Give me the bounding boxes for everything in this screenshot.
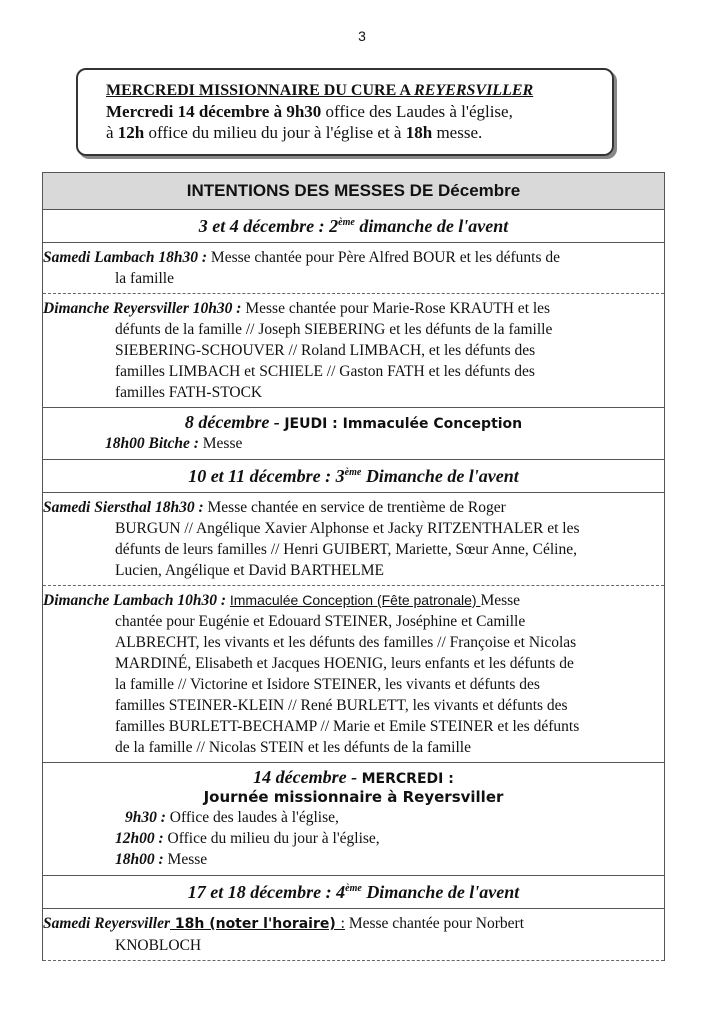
notice-title: MERCREDI MISSIONNAIRE DU CURE A REYERSVILLER — [106, 82, 534, 99]
mass-intentions-table — [42, 172, 665, 961]
page-number: 3 — [358, 28, 366, 44]
section-week-2: 10 et 11 décembre : 3ème Dimanche de l'avent — [43, 460, 664, 493]
notice-line-3: à 12h office du milieu du jour à l'église et à 18h messe. — [106, 123, 483, 142]
section-mercredi-14: 14 décembre - MERCREDI : Journée missionnaire à Reyersviller 9h30 : Office des laudes à l'église, 12h00 : Office du milieu du jour à l'église, 18h00 : Messe — [43, 763, 664, 876]
entry-dimanche-lambach: Dimanche Lambach 10h30 : Immaculée Conception (Fête patronale) Messe chantée pour Eugénie et Edouard STEINER, Joséphine et Camille ALBRECHT, les vivants et les défunts des familles // Françoise et Nicolas MARDINÉ, Elisabeth et Jacques HOENIG, leurs enfants et les défunts de la famille // Victorine et Isidore STEINER, les vivants et défunts des familles STEINER-KLEIN // René BURLETT, les vivants et défunts des familles BURLETT-BECHAMP // Marie et Emile STEINER et les défunts de la famille // Nicolas STEIN et les défunts de la famille — [43, 586, 664, 763]
section-jeudi-8: 8 décembre - JEUDI : Immaculée Conception 18h00 Bitche : Messe — [43, 408, 664, 460]
table-heading: INTENTIONS DES MESSES DE Décembre — [43, 173, 664, 210]
entry-samedi-reyersviller: Samedi Reyersviller 18h (noter l'horaire) : Messe chantée pour Norbert KNOBLOCH — [43, 909, 664, 961]
entry-samedi-siersthal: Samedi Siersthal 18h30 : Messe chantée en service de trentième de Roger BURGUN // Angélique Xavier Alphonse et Jacky RITZENTHALER et les défunts de leurs familles // Henri GUIBERT, Mariette, Sœur Anne, Céline, Lucien, Angélique et David BARTHELME — [43, 493, 664, 586]
section-week-3: 17 et 18 décembre : 4ème Dimanche de l'avent — [43, 876, 664, 909]
notice-line-2: Mercredi 14 décembre à 9h30 office des Laudes à l'église, — [106, 102, 513, 121]
section-week-1: 3 et 4 décembre : 2ème dimanche de l'avent — [43, 210, 664, 243]
entry-dimanche-reyersviller: Dimanche Reyersviller 10h30 : Messe chantée pour Marie-Rose KRAUTH et les défunts de la famille // Joseph SIEBERING et les défunts de la famille SIEBERING-SCHOUVER // Roland LIMBACH, et les défunts des familles LIMBACH et SCHIELE // Gaston FATH et les défunts des familles FATH-STOCK — [43, 294, 664, 408]
entry-samedi-lambach: Samedi Lambach 18h30 : Messe chantée pour Père Alfred BOUR et les défunts de la famille — [43, 243, 664, 294]
notice-box — [76, 68, 614, 156]
